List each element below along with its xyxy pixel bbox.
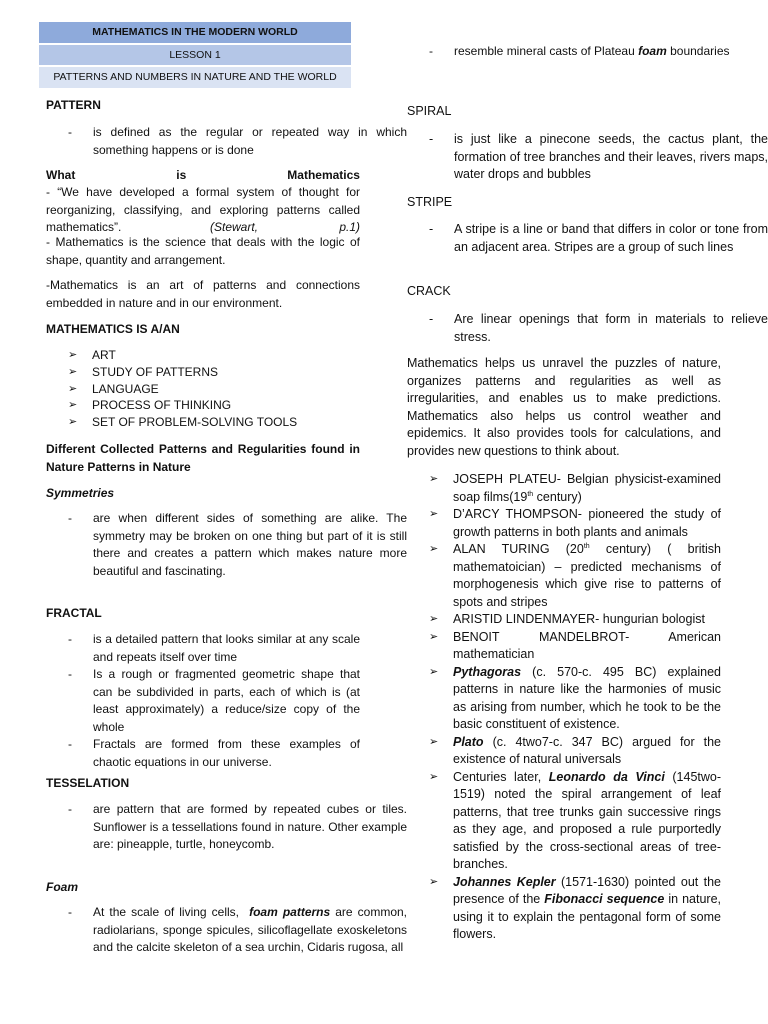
foam-heading: Foam (46, 880, 79, 894)
fractal-list (46, 631, 360, 771)
list-item: ➢ D’ARCY THOMPSON- pioneered the study of growth patterns in both plants and animals (407, 506, 721, 541)
stripe-definition: - A stripe is a line or band that differs in color or tone from an adjacent area. Stripes are a group of such lines (407, 221, 768, 256)
list-item: ➢ JOSEPH PLATEU- Belgian physicist-examined soap films(19th century) (407, 471, 721, 506)
list-item: ➢ LANGUAGE (46, 381, 360, 398)
science-definition: - Mathematics is the science that deals with the logic of shape, quantity and arrangement. (46, 235, 360, 267)
lesson-banner: LESSON 1 (39, 45, 351, 65)
list-item: ➢ ARISTID LINDENMAYER- hungurian bologist (407, 611, 721, 629)
list-item: ➢ Plato (c. 4two7-c. 347 BC) argued for the existence of natural universals (407, 734, 721, 769)
stripe-heading: STRIPE (407, 195, 453, 209)
symmetries-definition: - are when different sides of something are alike. The symmetry may be broken on one thing but part of it is still there and creates a pattern which makes nature more beautiful and fascinating. (46, 510, 407, 580)
list-item: ➢ Centuries later, Leonardo da Vinci (145two-1519) noted the spiral arrangement of leaf patterns, that tree trunks gain successive rings as they age, and proposed a rule purportedly satisfied by the cross-sectional areas of tree-branches. (407, 769, 721, 874)
foam-continuation: - resemble mineral casts of Plateau foam boundaries (407, 43, 768, 59)
list-item: ➢ Pythagoras (c. 570-c. 495 BC) explained patterns in nature like the harmonies of music as arising from number, which he took to be the basic constituent of existence. (407, 664, 721, 734)
crack-definition: - Are linear openings that form in materials to relieve stress. (407, 311, 768, 346)
list-item: ➢ SET OF PROBLEM-SOLVING TOOLS (46, 414, 360, 431)
crack-heading: CRACK (407, 284, 451, 298)
lesson-subtitle-banner: PATTERNS AND NUMBERS IN NATURE AND THE WORLD (39, 67, 351, 88)
collected-patterns-heading: Different Collected Patterns and Regularities found in Nature Patterns in Nature (46, 442, 360, 474)
what-is-mathematics-heading: What is Mathematics (46, 168, 360, 182)
spiral-heading: SPIRAL (407, 104, 452, 118)
spiral-definition: - is just like a pinecone seeds, the cactus plant, the formation of tree branches and their leaves, rivers maps, water drops and bubbles (407, 131, 768, 184)
fractal-heading: FRACTAL (46, 606, 102, 620)
list-item: ➢ STUDY OF PATTERNS (46, 364, 360, 381)
pattern-definition: - is defined as the regular or repeated way in which something happens or is done (46, 124, 407, 159)
summary-paragraph: Mathematics helps us unravel the puzzles of nature, organizes patterns and regularities as well as irregularities, and enables us to make predictions. Mathematics also helps us control weather and epidemics. It also provides tools for calculations, and provides new questions to think about. (407, 356, 721, 458)
foam-definition: - At the scale of living cells, foam patterns are common, radiolarians, sponge spicules, silicoflagellate exoskeletons and the calcite skeleton of a sea urchin, Cidaris rugosa, all (46, 904, 407, 957)
list-item: - Is a rough or fragmented geometric shape that can be subdivided in parts, each of which is (at least approximately) a reduce/size copy of the whole (46, 666, 360, 736)
list-item: - is a detailed pattern that looks similar at any scale and repeats itself over time (46, 631, 360, 666)
course-title-banner: MATHEMATICS IN THE MODERN WORLD (39, 22, 351, 43)
mathematics-is-list (46, 347, 360, 431)
mathematicians-list (407, 471, 721, 944)
list-item: ➢ Johannes Kepler (1571-1630) pointed out the presence of the Fibonacci sequence in nature, using it to explain the pentagonal form of some flowers. (407, 874, 721, 944)
art-definition: -Mathematics is an art of patterns and connections embedded in nature and in our environment. (46, 278, 360, 310)
tesselation-definition: - are pattern that are formed by repeated cubes or tiles. Sunflower is a tessellations found in nature. Other example are: pineapple, turtle, honeycomb. (46, 801, 407, 854)
list-item: ➢ PROCESS OF THINKING (46, 397, 360, 414)
symmetries-heading: Symmetries (46, 486, 115, 500)
list-item: - Fractals are formed from these examples of chaotic equations in our universe. (46, 736, 360, 771)
list-item: ➢ BENOIT MANDELBROT- American mathematician (407, 629, 721, 664)
list-item: ➢ ART (46, 347, 360, 364)
list-item: ➢ ALAN TURING (20th century) ( british mathematoician) – predicted mechanisms of morphogenesis which give rise to patterns of spots and stripes (407, 541, 721, 611)
pattern-heading: PATTERN (46, 98, 101, 112)
mathematics-is-heading: MATHEMATICS IS A/AN (46, 322, 180, 336)
stewart-quote: - “We have developed a formal system of thought for reorganizing, classifying, and exploring patterns called mathematics”. (Stewart, p.1) (46, 185, 360, 234)
tesselation-heading: TESSELATION (46, 776, 130, 790)
